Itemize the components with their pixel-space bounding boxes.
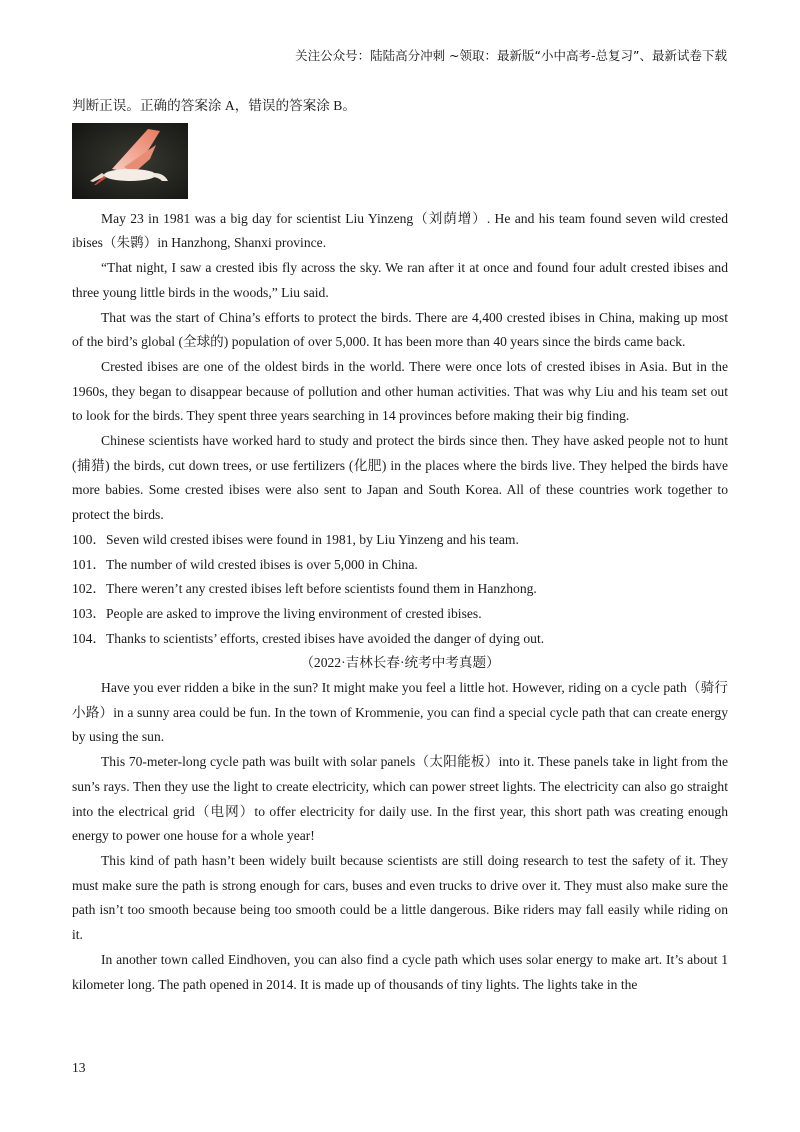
passage1-paragraph: Crested ibises are one of the oldest birds in the world. There were once lots of crested ibises in Asia. But in the 1960s, they began to disappear because of pollution and other human activities. That was why Liu and his team set out to look for the birds. They spent three years searching in 14 provinces before making their big finding. — [72, 358, 728, 424]
passage2-paragraph: In another town called Eindhoven, you can also find a cycle path which uses solar energy to make art. It’s about 1 kilometer long. The path opened in 2014. It is made up of thousands of tiny lights. The lights take in the — [72, 951, 728, 992]
page-header: 关注公众号：陆陆高分冲刺 ~领取：最新版“小中高考-总复习”、最新试卷下载 — [295, 48, 727, 63]
crested-ibis-photo — [72, 123, 188, 199]
instruction-text: 判断正误。正确的答案涂 A，错误的答案涂 B。 — [72, 98, 356, 113]
passage2-paragraph: This 70-meter-long cycle path was built with solar panels（太阳能板）into it. These panels take in light from the sun’s rays. Then they use the light to create electricity, which can power street lights. The electricity can also go straight into the electrical grid（电网）to offer electricity for daily use. In the first year, this short path was creating enough energy to power one house for a whole year! — [72, 754, 728, 844]
exam-source: （2022·吉林长春·统考中考真题） — [300, 655, 500, 671]
passage1-paragraph: Chinese scientists have worked hard to study and protect the birds since then. They have asked people not to hunt (捕猎) the birds, cut down trees, or use fertilizers (化肥) in the places where the birds live. They helped the birds have more babies. Some crested ibises were also sent to Japan and South Korea. All of these countries work together to protect the birds. — [72, 433, 728, 523]
passage2-paragraph: This kind of path hasn’t been widely built because scientists are still doing research to test the safety of it. They must make sure the path is strong enough for cars, buses and even trucks to drive over it. They must also make sure the path isn’t too smooth because being too smooth could be a little dangerous. Bike riders may fall easily while riding on it. — [72, 852, 728, 943]
question-103: 103．People are asked to improve the living environment of crested ibises. — [72, 605, 482, 621]
question-102: 102．There weren’t any crested ibises left before scientists found them in Hanzhong. — [72, 581, 537, 597]
question-101: 101．The number of wild crested ibises is over 5,000 in China. — [72, 556, 418, 572]
page-number: 13 — [72, 1060, 86, 1075]
passage2-paragraph: Have you ever ridden a bike in the sun? It might make you feel a little hot. However, riding on a cycle path（骑行小路）in a sunny area could be fun. In the town of Krommenie, you can find a special cycle path that can create energy by using the sun. — [72, 680, 728, 745]
passage1-paragraph: “That night, I saw a crested ibis fly across the sky. We ran after it at once and found four adult crested ibises and three young little birds in the woods,” Liu said. — [72, 260, 728, 300]
question-104: 104．Thanks to scientists’ efforts, crested ibises have avoided the danger of dying out. — [72, 630, 545, 646]
passage1-paragraph: That was the start of China’s efforts to protect the birds. There are 4,400 crested ibises in China, making up most of the bird’s global (全球的) population of over 5,000. It has been more than 40 years since the birds came back. — [72, 309, 728, 350]
page-content — [72, 94, 728, 997]
passage1-paragraph: May 23 in 1981 was a big day for scientist Liu Yinzeng（刘荫增）. He and his team found seven wild crested ibises（朱鹮）in Hanzhong, Shanxi province. — [72, 210, 728, 251]
question-100: 100．Seven wild crested ibises were found in 1981, by Liu Yinzeng and his team. — [72, 531, 519, 547]
